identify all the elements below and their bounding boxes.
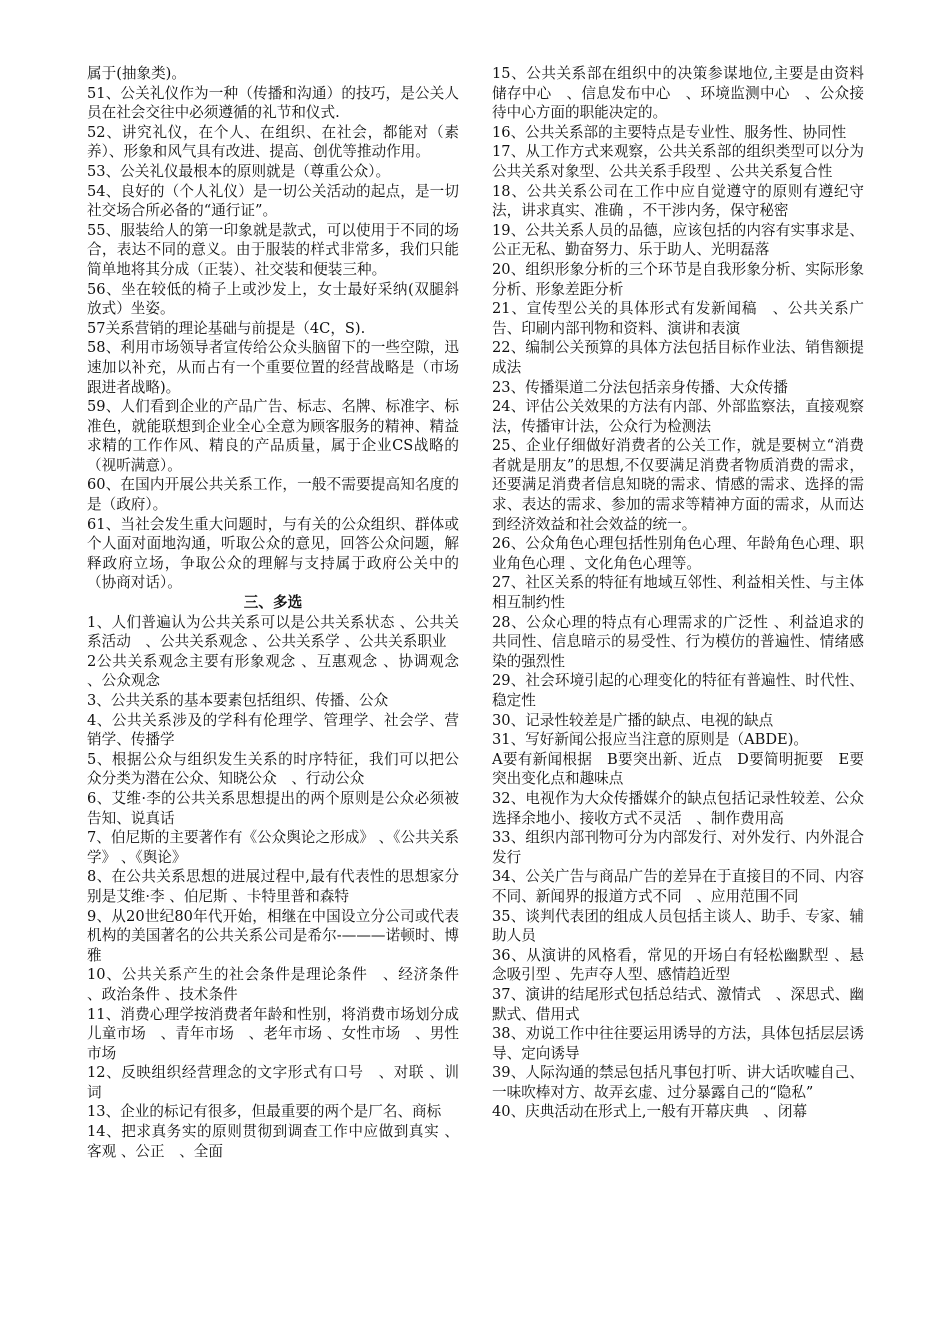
left-column [87, 64, 464, 1161]
left-column-paragraph: 57关系营销的理论基础与前提是（4C，S). [87, 319, 366, 337]
left-column-paragraph: 59、人们看到企业的产品广告、标志、名牌、标准字、标准色，就能联想到企业全心全意为顾客服务的精神、精益求精的工作作风、精良的产品质量，属于企业CS战略的（视听满意）。 [87, 398, 459, 474]
left-column-paragraph: 9、从20世纪80年代开始，相继在中国设立分公司或代表机构的美国著名的公共关系公司是希尔-———诺顿时、博雅 [87, 907, 459, 964]
left-column-paragraph: 60、在国内开展公共关系工作，一般不需要提高知名度的是（政府）。 [87, 476, 459, 514]
right-column-paragraph: 38、劝说工作中往往要运用诱导的方法，具体包括层层诱导、定向诱导 [492, 1025, 864, 1062]
right-column-paragraph: 40、庆典活动在形式上,一般有开幕庆典 、闭幕 [492, 1103, 808, 1121]
left-column-paragraph: 10、公共关系产生的社会条件是理论条件 、经济条件 、政治条件 、技术条件 [87, 966, 464, 1003]
left-column-paragraph: 56、坐在较低的椅子上或沙发上，女士最好采纳(双腿斜放式）坐姿。 [87, 280, 459, 318]
left-column-paragraph: 52、讲究礼仪，在个人、在组织、在社会，都能对（素养）、形象和风气具有改进、提高、创优等推动作用。 [87, 123, 459, 161]
section-heading: 三、多选 [243, 594, 303, 612]
right-column-paragraph: 36、从演讲的风格看，常见的开场白有轻松幽默型 、悬念吸引型 、先声夺人型、感情趋近型 [492, 946, 864, 984]
right-column-paragraph: 29、社会环境引起的心理变化的特征有普遍性、时代性、稳定性 [492, 672, 864, 709]
left-column-paragraph: 11、消费心理学按消费者年龄和性别，将消费市场划分成儿童市场 、青年市场 、老年市场 、女性市场 、男性市场 [87, 1005, 459, 1062]
right-column-paragraph: 31、写好新闻公报应当注意的原则是（ABDE)。 [492, 731, 808, 749]
right-column-paragraph: A要有新闻根据 B要突出新、近点 D要简明扼要 E要突出变化点和趣味点 [492, 750, 864, 788]
left-column-paragraph: 12、反映组织经营理念的文字形式有口号 、对联 、训词 [87, 1064, 459, 1101]
left-column-paragraph: 58、利用市场领导者宣传给公众头脑留下的一些空隙，迅速加以补充，从而占有一个重要位置的经营战略是（市场跟进者战略)。 [87, 339, 459, 396]
right-column-paragraph: 28、公众心理的特点有心理需求的广泛性 、利益追求的共同性、信息暗示的易受性、行为模仿的普遍性、情绪感染的强烈性 [492, 613, 864, 670]
left-column-paragraph: 7、伯尼斯的主要著作有《公众舆论之形成》 、《公共关系学》 、《舆论》 [87, 829, 459, 866]
left-column-paragraph: 6、艾维·李的公共关系思想提出的两个原则是公众必须被告知、说真话 [87, 789, 459, 827]
right-column-paragraph: 37、演讲的结尾形式包括总结式、激情式 、深思式、幽默式、借用式 [492, 985, 864, 1023]
left-column-paragraph: 8、在公共关系思想的进展过程中,最有代表性的思想家分别是艾维·李 、伯尼斯 、卡特里普和森特 [87, 868, 459, 905]
right-column-paragraph: 34、公关广告与商品广告的差异在于直接目的不同、内容不同、新闻界的报道方式不同 、应用范围不同 [492, 868, 864, 905]
right-column-paragraph: 27、社区关系的特征有地域互邻性、利益相关性、与主体相互制约性 [492, 574, 864, 612]
right-column [492, 64, 864, 1122]
left-column-paragraph: 3、公共关系的基本要素包括组织、传播、公众 [87, 692, 389, 709]
right-column-paragraph: 17、从工作方式来观察，公共关系部的组织类型可以分为公共关系对象型、公共关系手段型 、公共关系复合性 [492, 143, 864, 180]
right-column-paragraph: 32、电视作为大众传播媒介的缺点包括记录性较差、公众选择余地小、接收方式不灵活 、制作费用高 [492, 789, 864, 827]
right-column-paragraph: 22、编制公关预算的具体方法包括目标作业法、销售额提成法 [492, 339, 864, 376]
left-column-paragraph: 55、服装给人的第一印象就是款式，可以使用于不同的场合，表达不同的意义。由于服装的样式非常多，我们只能简单地将其分成（正装）、社交装和便装三种。 [87, 221, 459, 278]
right-column-paragraph: 25、企业仔细做好消费者的公关工作，就是要树立“消费者就是朋友”的思想,不仅要满足消费者物质消费的需求，还要满足消费者信息知晓的需求、情感的需求、选择的需求、表达的需求、参加的需求等精神方面的需求，从而达到经济效益和社会效益的统一。 [492, 437, 864, 533]
left-column-paragraph: 5、根据公众与组织发生关系的时序特征，我们可以把公众分类为潜在公众、知晓公众 、行动公众 [87, 750, 459, 788]
right-column-paragraph: 23、传播渠道二分法包括亲身传播、大众传播 [492, 378, 788, 396]
right-column-paragraph: 20、组织形象分析的三个环节是自我形象分析、实际形象分析、形象差距分析 [492, 260, 864, 298]
left-column-paragraph: 53、公关礼仪最根本的原则就是（尊重公众）。 [87, 162, 391, 180]
right-column-paragraph: 30、记录性较差是广播的缺点、电视的缺点 [492, 711, 774, 729]
left-column-paragraph: 61、当社会发生重大问题时，与有关的公众组织、群体或个人面对面地沟通，听取公众的意见，回答公众问题，解释政府立场，争取公众的理解与支持属于政府公关中的（协商对话）。 [87, 515, 459, 592]
left-column-paragraph: 1、人们普遍认为公共关系可以是公共关系状态 、公共关系活动 、公共关系观念 、公共关系学 、公共关系职业 [87, 613, 459, 651]
right-column-paragraph: 39、人际沟通的禁忌包括凡事包打听、讲大话吹嘘自己、一味吹棒对方、故弄玄虚、过分暴露自己的“隐私” [492, 1064, 864, 1101]
right-column-paragraph: 21、宣传型公关的具体形式有发新闻稿 、公共关系广告、印刷内部刊物和资料、演讲和表演 [492, 300, 864, 337]
left-column-paragraph: 属于(抽象类)。 [87, 65, 186, 82]
right-column-paragraph: 26、公众角色心理包括性别角色心理、年龄角色心理、职业角色心理 、文化角色心理等。 [492, 535, 864, 572]
left-column-paragraph: 4、公共关系涉及的学科有伦理学、管理学、社会学、营销学、传播学 [87, 711, 459, 749]
right-column-paragraph: 19、公共关系人员的品德，应该包括的内容有实事求是、公正无私、勤奋努力、乐于助人、光明磊落 [492, 221, 864, 259]
left-column-paragraph: 13、企业的标记有很多，但最重要的两个是厂名、商标 [87, 1103, 442, 1121]
left-column-paragraph: 14、把求真务实的原则贯彻到调查工作中应做到真实 、客观 、公正 、全面 [87, 1123, 459, 1160]
right-column-paragraph: 24、评估公关效果的方法有内部、外部监察法，直接观察法，传播审计法，公众行为检测法 [492, 398, 864, 435]
left-column-paragraph: 2公共关系观念主要有形象观念 、互惠观念 、协调观念 、公众观念 [87, 652, 464, 690]
right-column-paragraph: 16、公共关系部的主要特点是专业性、服务性、协同性 [492, 123, 847, 141]
left-column-paragraph: 51、公关礼仪作为一种（传播和沟通）的技巧，是公关人员在社会交往中必须遵循的礼节和仪式. [87, 84, 459, 122]
left-column-paragraph: 54、良好的（个人礼仪）是一切公关活动的起点，是一切社交场合所必备的“通行证”。 [87, 182, 459, 220]
right-column-paragraph: 18、公共关系公司在工作中应自觉遵守的原则有遵纪守法，讲求真实、准确 ，不干涉内务，保守秘密 [492, 182, 864, 220]
right-column-paragraph: 35、谈判代表团的组成人员包括主谈人、助手、专家、辅助人员 [492, 907, 864, 945]
right-column-paragraph: 33、组织内部刊物可分为内部发行、对外发行、内外混合发行 [492, 829, 864, 866]
right-column-paragraph: 15、公共关系部在组织中的决策参谋地位,主要是由资料储存中心 、信息发布中心 、环境监测中心 、公众接待中心方面的职能决定的。 [492, 65, 864, 122]
